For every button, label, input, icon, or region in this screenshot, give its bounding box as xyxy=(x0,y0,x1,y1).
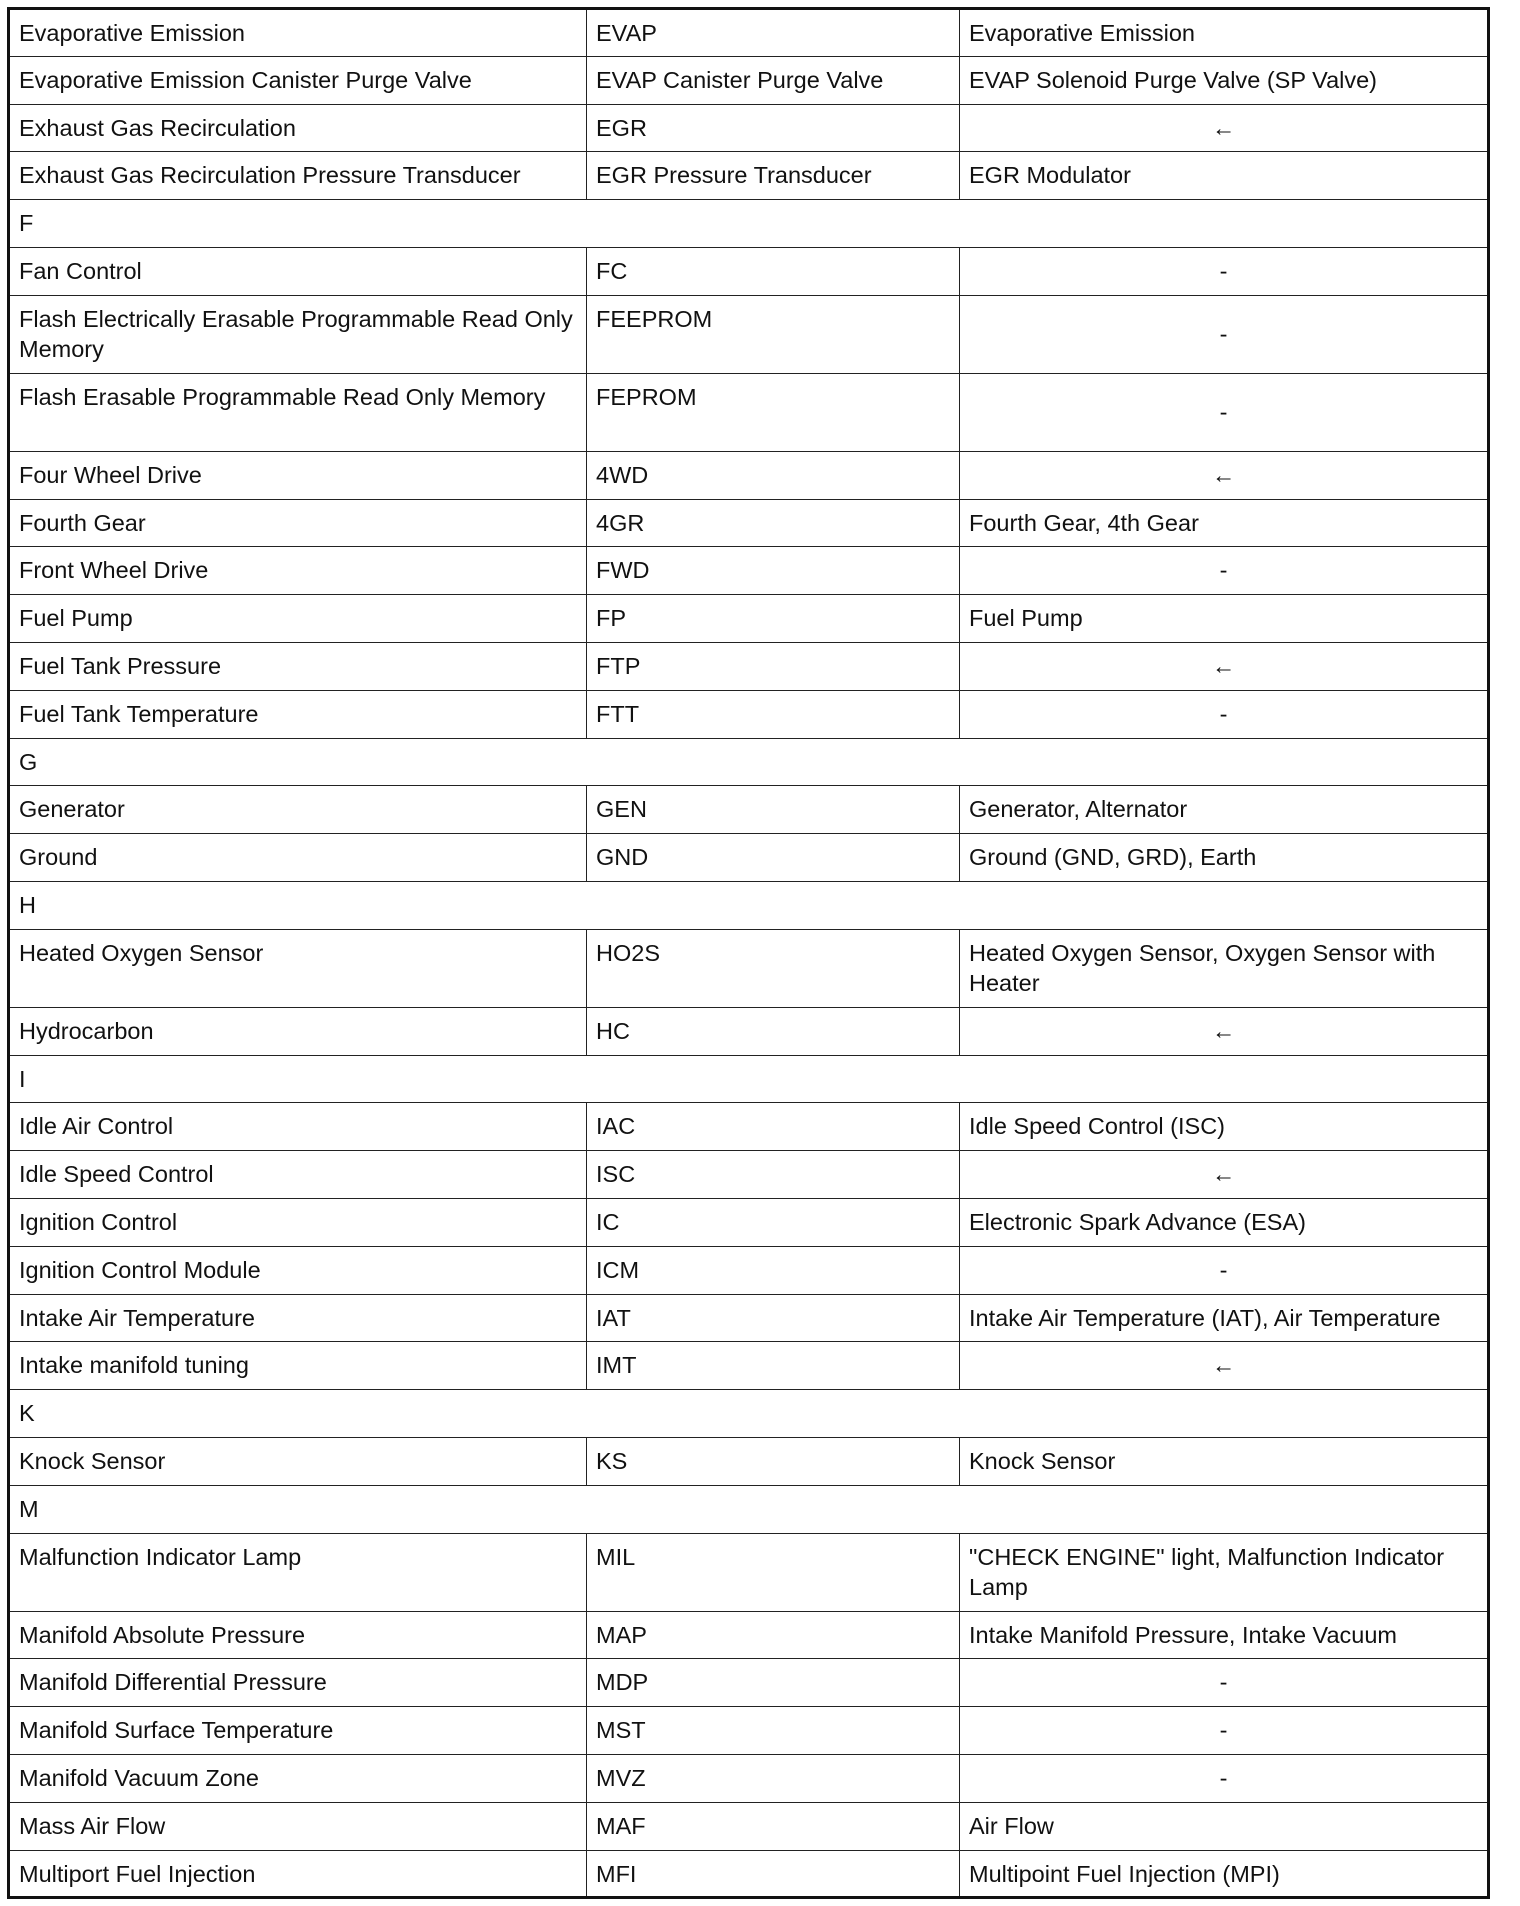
term-cell: Flash Electrically Erasable Programmable Read Only Memory xyxy=(9,295,587,373)
alternate-term-cell: Generator, Alternator xyxy=(960,786,1489,834)
term-cell: Fourth Gear xyxy=(9,499,587,547)
term-cell: Hydrocarbon xyxy=(9,1007,587,1055)
term-cell: Intake Air Temperature xyxy=(9,1294,587,1342)
table-row xyxy=(9,1007,1489,1055)
abbreviation-cell: IAT xyxy=(587,1294,960,1342)
alternate-term-cell: Ground (GND, GRD), Earth xyxy=(960,834,1489,882)
term-cell: Evaporative Emission xyxy=(9,9,587,57)
section-row xyxy=(9,738,1489,786)
abbreviation-cell: FTT xyxy=(587,690,960,738)
table-row xyxy=(9,1802,1489,1850)
alternate-term-cell: Evaporative Emission xyxy=(960,9,1489,57)
table-row xyxy=(9,451,1489,499)
term-cell: Multiport Fuel Injection xyxy=(9,1850,587,1898)
abbreviation-cell: EGR Pressure Transducer xyxy=(587,152,960,200)
term-cell: Ground xyxy=(9,834,587,882)
term-cell: Manifold Absolute Pressure xyxy=(9,1611,587,1659)
table-row xyxy=(9,1533,1489,1611)
abbreviation-cell: MST xyxy=(587,1707,960,1755)
section-row xyxy=(9,200,1489,248)
term-cell: Manifold Differential Pressure xyxy=(9,1659,587,1707)
abbreviation-cell: 4WD xyxy=(587,451,960,499)
section-letter: G xyxy=(9,738,1489,786)
alternate-term-cell: Intake Air Temperature (IAT), Air Temperature xyxy=(960,1294,1489,1342)
alternate-term-cell: - xyxy=(960,247,1489,295)
section-letter: K xyxy=(9,1390,1489,1438)
abbreviation-cell: MIL xyxy=(587,1533,960,1611)
alternate-term-cell: EGR Modulator xyxy=(960,152,1489,200)
table-row xyxy=(9,56,1489,104)
abbreviation-cell: FP xyxy=(587,595,960,643)
abbreviation-cell: IC xyxy=(587,1198,960,1246)
term-cell: Four Wheel Drive xyxy=(9,451,587,499)
table-row xyxy=(9,1437,1489,1485)
alternate-term-cell: - xyxy=(960,1659,1489,1707)
abbreviation-cell: EGR xyxy=(587,104,960,152)
term-cell: Front Wheel Drive xyxy=(9,547,587,595)
term-cell: Idle Air Control xyxy=(9,1103,587,1151)
alternate-term-cell: Electronic Spark Advance (ESA) xyxy=(960,1198,1489,1246)
table-row xyxy=(9,1294,1489,1342)
term-cell: Idle Speed Control xyxy=(9,1151,587,1199)
table-row xyxy=(9,547,1489,595)
term-cell: Knock Sensor xyxy=(9,1437,587,1485)
abbreviation-cell: IMT xyxy=(587,1342,960,1390)
section-row xyxy=(9,881,1489,929)
abbreviation-cell: IAC xyxy=(587,1103,960,1151)
abbreviation-cell: GEN xyxy=(587,786,960,834)
table-row xyxy=(9,929,1489,1007)
table-row xyxy=(9,1850,1489,1898)
table-row xyxy=(9,247,1489,295)
abbreviation-cell: MAP xyxy=(587,1611,960,1659)
alternate-term-cell: Air Flow xyxy=(960,1802,1489,1850)
alternate-term-cell: ← xyxy=(960,642,1489,690)
abbreviation-cell: MDP xyxy=(587,1659,960,1707)
abbreviation-cell: FTP xyxy=(587,642,960,690)
term-cell: Fan Control xyxy=(9,247,587,295)
alternate-term-cell: Intake Manifold Pressure, Intake Vacuum xyxy=(960,1611,1489,1659)
table-row xyxy=(9,1246,1489,1294)
term-cell: Intake manifold tuning xyxy=(9,1342,587,1390)
abbreviation-cell: EVAP xyxy=(587,9,960,57)
table-row xyxy=(9,499,1489,547)
alternate-term-cell: Heated Oxygen Sensor, Oxygen Sensor with Heater xyxy=(960,929,1489,1007)
table-row xyxy=(9,373,1489,451)
term-cell: Ignition Control Module xyxy=(9,1246,587,1294)
term-cell: Fuel Tank Pressure xyxy=(9,642,587,690)
term-cell: Flash Erasable Programmable Read Only Memory xyxy=(9,373,587,451)
term-cell: Fuel Pump xyxy=(9,595,587,643)
table-body xyxy=(9,9,1489,1898)
alternate-term-cell: Idle Speed Control (ISC) xyxy=(960,1103,1489,1151)
section-row xyxy=(9,1485,1489,1533)
alternate-term-cell: Multipoint Fuel Injection (MPI) xyxy=(960,1850,1489,1898)
alternate-term-cell: EVAP Solenoid Purge Valve (SP Valve) xyxy=(960,56,1489,104)
alternate-term-cell: - xyxy=(960,295,1489,373)
table-row xyxy=(9,152,1489,200)
table-row xyxy=(9,295,1489,373)
alternate-term-cell: ← xyxy=(960,451,1489,499)
term-cell: Generator xyxy=(9,786,587,834)
section-letter: I xyxy=(9,1055,1489,1103)
abbreviation-cell: GND xyxy=(587,834,960,882)
alternate-term-cell: Fuel Pump xyxy=(960,595,1489,643)
section-row xyxy=(9,1055,1489,1103)
table-row xyxy=(9,1754,1489,1802)
abbreviations-table xyxy=(7,7,1490,1899)
table-row xyxy=(9,1342,1489,1390)
abbreviation-cell: ISC xyxy=(587,1151,960,1199)
table-row xyxy=(9,9,1489,57)
term-cell: Malfunction Indicator Lamp xyxy=(9,1533,587,1611)
alternate-term-cell: ← xyxy=(960,104,1489,152)
section-letter: H xyxy=(9,881,1489,929)
abbreviation-cell: MVZ xyxy=(587,1754,960,1802)
alternate-term-cell: "CHECK ENGINE" light, Malfunction Indicator Lamp xyxy=(960,1533,1489,1611)
table-row xyxy=(9,104,1489,152)
term-cell: Evaporative Emission Canister Purge Valve xyxy=(9,56,587,104)
abbreviation-cell: MAF xyxy=(587,1802,960,1850)
alternate-term-cell: ← xyxy=(960,1342,1489,1390)
alternate-term-cell: ← xyxy=(960,1151,1489,1199)
term-cell: Mass Air Flow xyxy=(9,1802,587,1850)
abbreviation-cell: KS xyxy=(587,1437,960,1485)
term-cell: Heated Oxygen Sensor xyxy=(9,929,587,1007)
alternate-term-cell: - xyxy=(960,373,1489,451)
term-cell: Fuel Tank Temperature xyxy=(9,690,587,738)
table-row xyxy=(9,595,1489,643)
alternate-term-cell: - xyxy=(960,547,1489,595)
term-cell: Manifold Vacuum Zone xyxy=(9,1754,587,1802)
abbreviation-cell: HO2S xyxy=(587,929,960,1007)
abbreviation-cell: 4GR xyxy=(587,499,960,547)
alternate-term-cell: - xyxy=(960,1754,1489,1802)
alternate-term-cell: Fourth Gear, 4th Gear xyxy=(960,499,1489,547)
alternate-term-cell: ← xyxy=(960,1007,1489,1055)
table-row xyxy=(9,690,1489,738)
table-row xyxy=(9,1611,1489,1659)
abbreviation-cell: FC xyxy=(587,247,960,295)
term-cell: Exhaust Gas Recirculation Pressure Transducer xyxy=(9,152,587,200)
abbreviation-cell: HC xyxy=(587,1007,960,1055)
term-cell: Manifold Surface Temperature xyxy=(9,1707,587,1755)
table-row xyxy=(9,1198,1489,1246)
alternate-term-cell: - xyxy=(960,690,1489,738)
table-row xyxy=(9,1151,1489,1199)
alternate-term-cell: - xyxy=(960,1707,1489,1755)
abbreviation-cell: ICM xyxy=(587,1246,960,1294)
section-row xyxy=(9,1390,1489,1438)
table-row xyxy=(9,834,1489,882)
alternate-term-cell: Knock Sensor xyxy=(960,1437,1489,1485)
table-row xyxy=(9,786,1489,834)
table-row xyxy=(9,1707,1489,1755)
table-row xyxy=(9,1103,1489,1151)
alternate-term-cell: - xyxy=(960,1246,1489,1294)
abbreviation-cell: FWD xyxy=(587,547,960,595)
abbreviation-cell: MFI xyxy=(587,1850,960,1898)
section-letter: M xyxy=(9,1485,1489,1533)
table-row xyxy=(9,642,1489,690)
abbreviation-cell: FEEPROM xyxy=(587,295,960,373)
abbreviation-cell: EVAP Canister Purge Valve xyxy=(587,56,960,104)
table-row xyxy=(9,1659,1489,1707)
term-cell: Ignition Control xyxy=(9,1198,587,1246)
term-cell: Exhaust Gas Recirculation xyxy=(9,104,587,152)
abbreviation-cell: FEPROM xyxy=(587,373,960,451)
section-letter: F xyxy=(9,200,1489,248)
